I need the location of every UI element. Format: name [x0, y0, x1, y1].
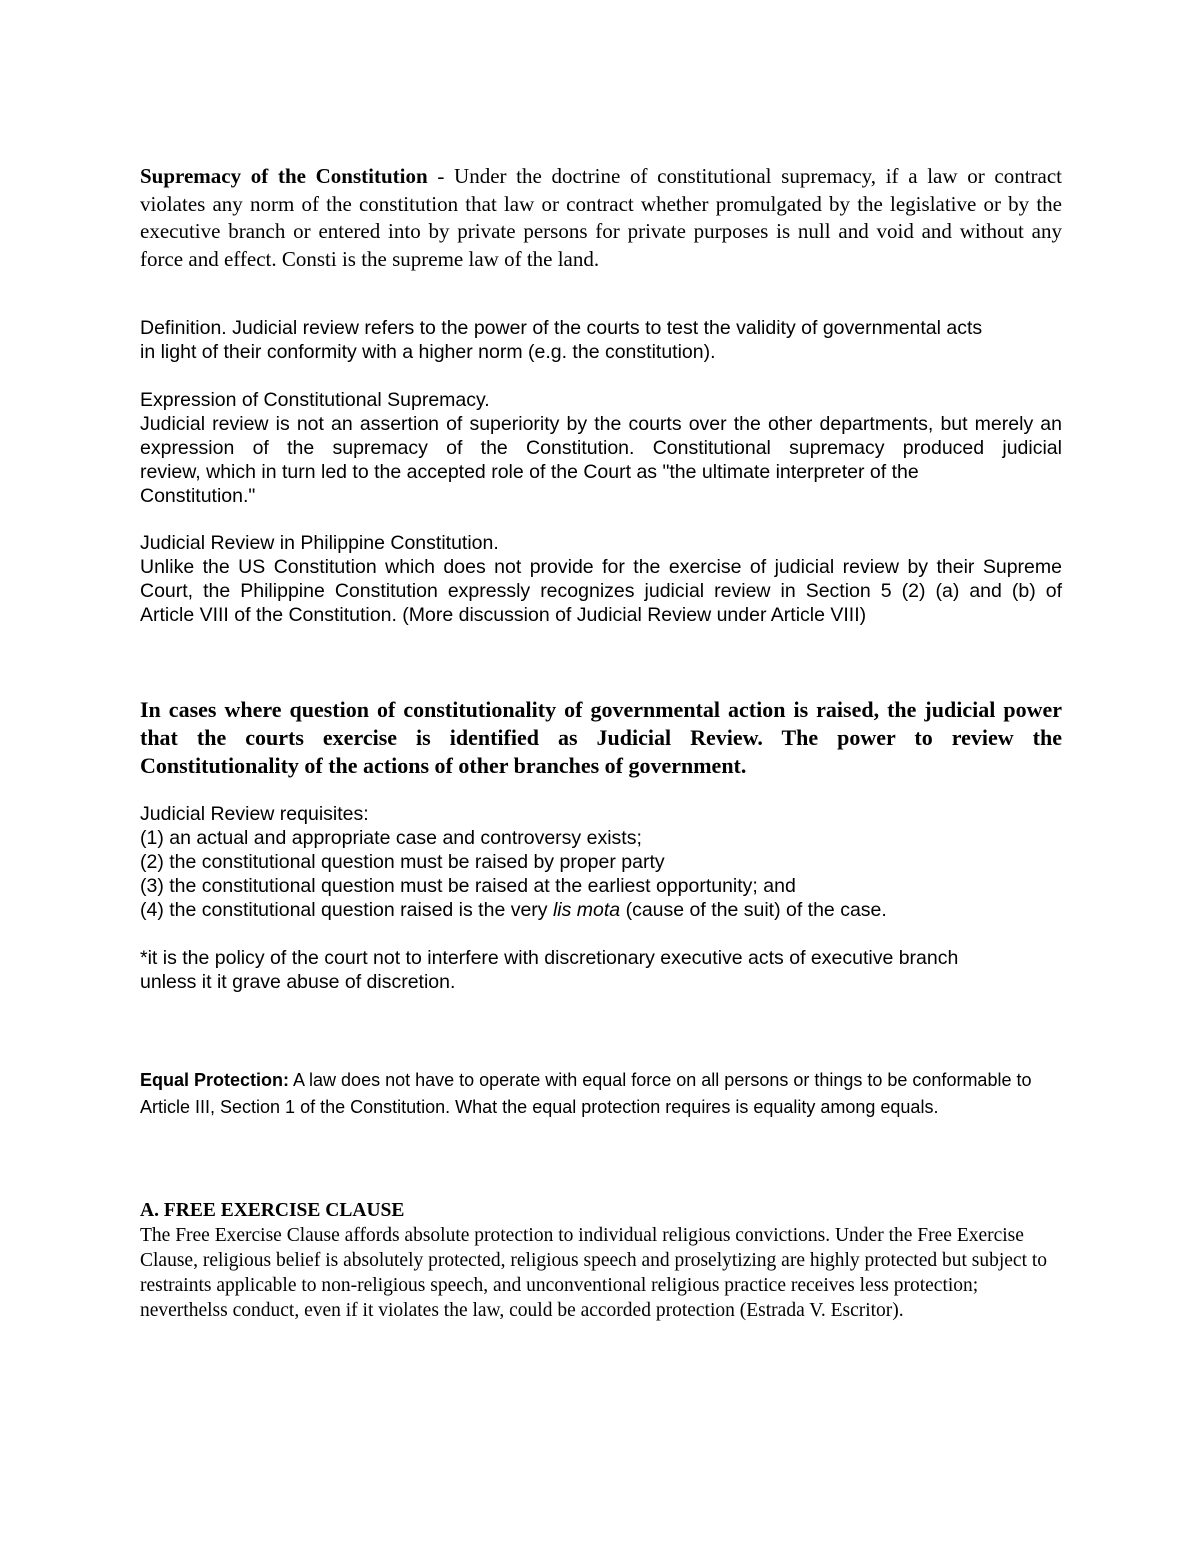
expression-line: Constitution.": [140, 485, 256, 507]
supremacy-heading: Supremacy of the Constitution: [140, 164, 428, 188]
requisites-title: Judicial Review requisites:: [140, 803, 369, 825]
philippine-body: Unlike the US Constitution which does not provide for the exercise of judicial review by their Supreme Court, the Philippine Constitution expressly recognizes judicial review in Section 5 (2) (a) and (b) of: [140, 556, 1062, 602]
supremacy-paragraph: [140, 163, 1062, 273]
philippine-section: [140, 531, 1062, 627]
judicial-review-statement: [140, 696, 1062, 780]
list-item: (2) the constitutional question must be raised by proper party: [140, 851, 665, 873]
expression-body: Judicial review is not an assertion of superiority by the courts over the other departments, but merely an expression of the supremacy of the Constitution. Constitutional supremacy produced judicial: [140, 413, 1062, 459]
free-exercise-section: [140, 1198, 1062, 1323]
item-text: (cause of the suit) of the case.: [620, 899, 887, 921]
equal-protection-paragraph: [140, 1067, 1062, 1121]
equal-protection-heading: Equal Protection:: [140, 1070, 290, 1090]
statement-body: In cases where question of constitutionality of governmental action is raised, the judicial power that the courts exercise is identified as Judicial Review. The power to review the: [140, 697, 1062, 750]
free-exercise-text: The Free Exercise Clause affords absolute protection to individual religious convictions. Under the Free Exercise Clause, religious belief is absolutely protected, religious speech and proselytizing are highly protected but subject to restraints applicable to non-religious speech, and unconventional religious practice receives less protection; neverthelss conduct, even if it violates the law, could be accorded protection (Estrada V. Escritor).: [140, 1225, 1048, 1321]
lis-mota-term: lis mota: [552, 899, 621, 921]
definition-line: Definition. Judicial review refers to the power of the courts to test the validity of governmental acts: [140, 317, 983, 339]
list-item: [140, 898, 1062, 922]
equal-protection-text: A law does not have to operate with equal force on all persons or things to be conformable to Article III, Section 1 of the Constitution. What the equal protection requires is equality among equals.: [140, 1070, 1032, 1117]
policy-note: [140, 946, 1062, 994]
expression-title: Expression of Constitutional Supremacy.: [140, 389, 490, 411]
requisites-list: [140, 802, 1062, 922]
policy-line: unless it it grave abuse of discretion.: [140, 971, 456, 993]
philippine-line: Article VIII of the Constitution. (More discussion of Judicial Review under Article VIII): [140, 604, 867, 626]
expression-line: review, which in turn led to the accepted role of the Court as "the ultimate interpreter of the: [140, 461, 919, 483]
supremacy-text: - Under the doctrine of constitutional supremacy, if a law or contract violates any norm of the constitution that law or contract whether promulgated by the legislative or by the executive branch or entered into by private persons for private purposes is null and void and without any force and effect. Consti is the supreme law of the land.: [140, 164, 1063, 271]
list-item: (1) an actual and appropriate case and controversy exists;: [140, 827, 642, 849]
item-text: (4) the constitutional question raised is the very: [140, 899, 553, 921]
statement-line: Constitutionality of the actions of other branches of government.: [140, 753, 747, 778]
policy-line: *it is the policy of the court not to interfere with discretionary executive acts of executive branch: [140, 947, 959, 969]
list-item: (3) the constitutional question must be raised at the earliest opportunity; and: [140, 875, 796, 897]
definition-line: in light of their conformity with a higher norm (e.g. the constitution).: [140, 341, 716, 363]
philippine-title: Judicial Review in Philippine Constitution.: [140, 532, 499, 554]
free-exercise-heading: A. FREE EXERCISE CLAUSE: [140, 1200, 405, 1221]
expression-section: [140, 388, 1062, 508]
definition-paragraph: [140, 316, 1062, 364]
